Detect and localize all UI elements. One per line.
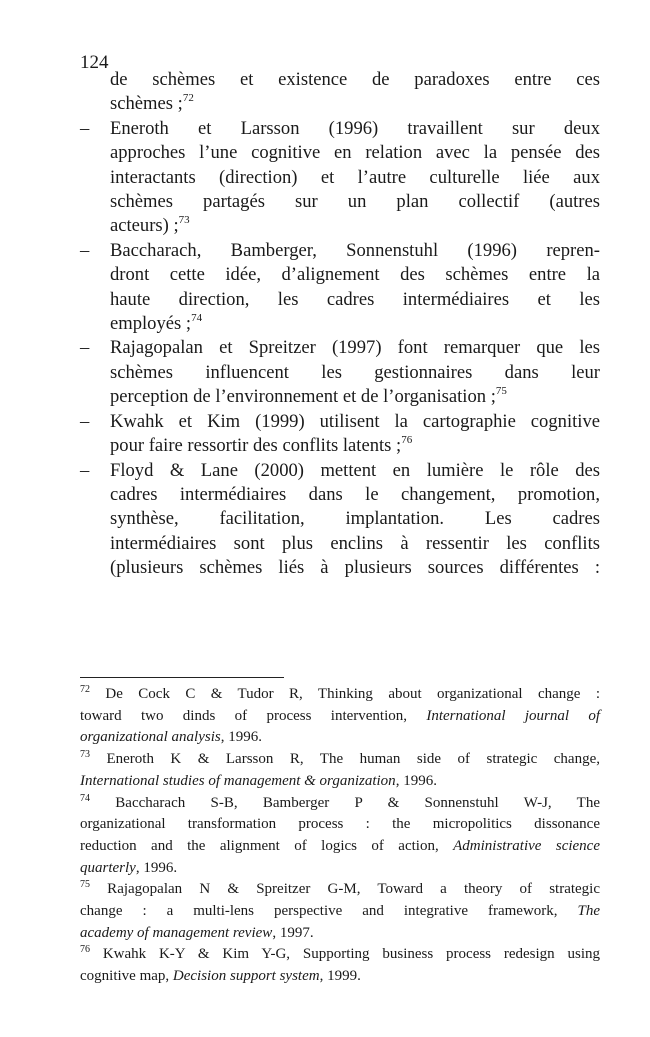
footnote-number: 73 xyxy=(80,749,90,761)
text-line xyxy=(110,141,600,165)
list-item xyxy=(80,336,600,409)
footnote-text: , 1996. xyxy=(220,729,262,746)
text-line xyxy=(110,92,600,116)
line-text: dront cette idée, d’alignement des schèmes entre la xyxy=(110,264,600,286)
line-text: Floyd & Lane (2000) mettent en lumière le rôle des xyxy=(110,459,600,481)
footnote-text: , 1997. xyxy=(272,924,314,941)
footnote-text: organizational analysis xyxy=(80,729,221,746)
line-text: schèmes partagés sur un plan collectif (autres xyxy=(110,191,600,213)
list-item xyxy=(80,410,600,459)
line-text: synthèse, facilitation, implantation. Les cadres xyxy=(110,508,600,530)
footnote-line xyxy=(80,901,600,923)
line-text: pour faire ressortir des conflits latents ; xyxy=(110,435,402,457)
line-text: cadres intermédiaires dans le changement, promotion, xyxy=(110,483,600,505)
text-line xyxy=(110,214,600,238)
text-line xyxy=(110,288,600,312)
footnote-number: 72 xyxy=(80,684,90,695)
footnote-line xyxy=(80,836,600,858)
footnote-line xyxy=(80,966,600,988)
footnote-ref: 76 xyxy=(401,434,413,447)
text-line xyxy=(110,312,600,336)
bullet-dash: – xyxy=(80,459,90,481)
footnote-text: , 1999. xyxy=(319,968,361,985)
footnote-line xyxy=(80,858,600,880)
line-text: haute direction, les cadres intermédiaires et les xyxy=(110,288,600,310)
line-text: Kwahk et Kim (1999) utilisent la cartographie cognitive xyxy=(110,410,600,432)
footnote-text: toward two dinds of process intervention, xyxy=(80,707,427,724)
footnote-text: quarterly xyxy=(80,859,136,876)
text-line xyxy=(110,166,600,190)
line-text: Baccharach, Bamberger, Sonnenstuhl (1996) repren- xyxy=(110,239,600,261)
footnote-ref: 74 xyxy=(191,312,203,325)
text-line xyxy=(110,434,600,458)
line-text: schèmes influencent les gestionnaires dans leur xyxy=(110,361,600,383)
text-line xyxy=(110,459,600,483)
footnote-line xyxy=(80,684,600,706)
text-line xyxy=(110,483,600,507)
text-line xyxy=(110,239,600,263)
footnote-number: 76 xyxy=(80,944,90,956)
text-line xyxy=(110,336,600,360)
footnote-line xyxy=(80,944,600,966)
line-text: Rajagopalan et Spreitzer (1997) font remarquer que les xyxy=(110,337,600,359)
footnote-line xyxy=(80,793,600,815)
footnote-text: Kwahk K-Y & Kim Y-G, Supporting business process redesign using xyxy=(90,946,600,963)
line-text: interactants (direction) et l’autre culturelle liée aux xyxy=(110,166,600,188)
body-text xyxy=(80,68,600,581)
footnote-text: Eneroth K & Larsson R, The human side of strategic change, xyxy=(90,751,600,768)
footnote-line xyxy=(80,814,600,836)
text-line xyxy=(110,68,600,92)
footnote-text: , 1996. xyxy=(395,772,437,789)
footnote-line xyxy=(80,771,600,793)
text-line xyxy=(110,263,600,287)
list-item xyxy=(80,239,600,337)
footnote-text: Decision support system xyxy=(172,968,320,985)
footnote-line xyxy=(80,749,600,771)
footnote-text: Administrative science xyxy=(453,837,600,854)
line-text: schèmes ; xyxy=(110,93,183,115)
footnote-separator xyxy=(80,677,284,678)
text-line xyxy=(110,410,600,434)
footnote-text: cognitive map, xyxy=(80,968,173,985)
footnote-text: organizational transformation process : the micropolitics dissonance xyxy=(80,816,600,833)
text-line xyxy=(110,556,600,580)
bullet-dash: – xyxy=(80,410,90,432)
line-text: Eneroth et Larsson (1996) travaillent sur deux xyxy=(110,117,600,139)
footnote-text: The xyxy=(577,903,600,920)
text-line xyxy=(110,361,600,385)
footnote-text: De Cock C & Tudor R, Thinking about organizational change : xyxy=(90,686,600,702)
line-text: employés ; xyxy=(110,313,192,335)
line-text: perception de l’environnement et de l’organisation ; xyxy=(110,386,496,408)
footnote-text: , 1996. xyxy=(135,859,178,876)
footnote-text: academy of management review xyxy=(80,924,273,941)
footnote-text: Baccharach S-B, Bamberger P & Sonnenstuhl W-J, The xyxy=(90,794,600,811)
footnote-ref: 73 xyxy=(178,214,190,227)
footnote-line xyxy=(80,706,600,728)
footnote-text: reduction and the alignment of logics of action, xyxy=(80,837,454,854)
line-text: intermédiaires sont plus enclins à ressentir les conflits xyxy=(110,532,600,554)
footnote-line xyxy=(80,923,600,945)
page-number: 124 xyxy=(80,52,109,73)
footnote-ref: 72 xyxy=(182,92,194,105)
text-line xyxy=(110,117,600,141)
footnote-text: change : a multi-lens perspective and integrative framework, xyxy=(80,903,578,920)
line-text: approches l’une cognitive en relation avec la pensée des xyxy=(110,142,600,164)
list-item xyxy=(80,117,600,239)
footnote-text: Rajagopalan N & Spreitzer G-M, Toward a theory of strategic xyxy=(90,881,600,898)
footnote-ref: 75 xyxy=(495,385,507,398)
bullet-dash: – xyxy=(80,337,90,359)
footnotes xyxy=(80,684,600,988)
footnote-number: 75 xyxy=(80,879,90,891)
footnote-line xyxy=(80,879,600,901)
bullet-dash: – xyxy=(80,117,90,139)
text-line xyxy=(110,385,600,409)
text-line xyxy=(110,190,600,214)
footnote-text: International journal of xyxy=(426,707,600,724)
list-item xyxy=(80,68,600,117)
text-line xyxy=(110,507,600,531)
list-item xyxy=(80,459,600,581)
footnote-line xyxy=(80,727,600,749)
bullet-dash: – xyxy=(80,239,90,261)
line-text: (plusieurs schèmes liés à plusieurs sources différentes : xyxy=(110,557,600,579)
footnote-number: 74 xyxy=(80,792,90,804)
line-text: de schèmes et existence de paradoxes entre ces xyxy=(110,69,600,90)
footnote-text: International studies of management & organization xyxy=(80,772,396,789)
line-text: acteurs) ; xyxy=(110,215,179,237)
text-line xyxy=(110,532,600,556)
